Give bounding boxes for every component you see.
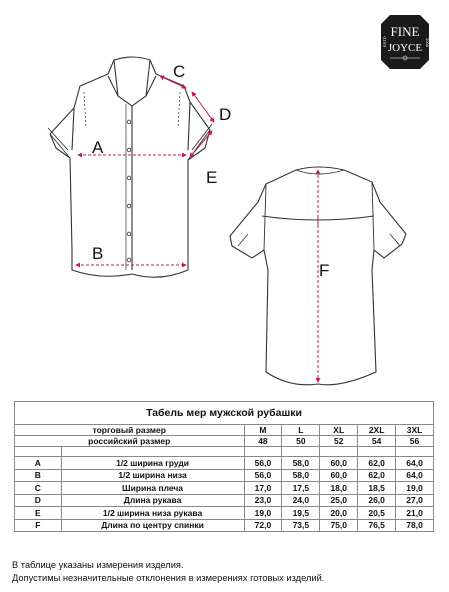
row-code: E: [15, 507, 62, 520]
row-code: C: [15, 482, 62, 495]
logo-line2: JOYCE: [387, 42, 423, 54]
cell: 64,0: [396, 457, 434, 470]
cell: 23,0: [244, 494, 282, 507]
cell: 60,0: [320, 457, 358, 470]
table-header-trade: [15, 425, 434, 436]
table-row: [15, 519, 434, 532]
cell: 64,0: [396, 469, 434, 482]
cell: 58,0: [282, 457, 320, 470]
measure-lines: [76, 76, 318, 382]
row-name: Длина по центру спинки: [61, 519, 244, 532]
logo-estd: ESTD: [382, 36, 387, 47]
cell: 62,0: [358, 457, 396, 470]
size-l: L: [282, 425, 320, 436]
label-f: F: [319, 261, 330, 280]
size-2xl: 2XL: [358, 425, 396, 436]
logo-year: 2008: [425, 38, 430, 47]
cell: 60,0: [320, 469, 358, 482]
cell: 76,5: [358, 519, 396, 532]
cell: 27,0: [396, 494, 434, 507]
cell: 56,0: [244, 469, 282, 482]
cell: 56,0: [244, 457, 282, 470]
label-a: A: [92, 138, 104, 157]
size-3xl: 3XL: [396, 425, 434, 436]
label-b: B: [92, 244, 104, 263]
cell: 58,0: [282, 469, 320, 482]
row-code: F: [15, 519, 62, 532]
table-row: [15, 457, 434, 470]
row-code: B: [15, 469, 62, 482]
label-d: D: [219, 105, 232, 124]
table-title-row: [15, 402, 434, 425]
measure-d-line: [192, 92, 214, 122]
table-row: [15, 507, 434, 520]
cell: 25,0: [320, 494, 358, 507]
cell: 75,0: [320, 519, 358, 532]
table-row: [15, 469, 434, 482]
label-e: E: [206, 168, 218, 187]
row-code: A: [15, 457, 62, 470]
table-row: [15, 482, 434, 495]
table-header-ru: [15, 436, 434, 447]
row-name: 1/2 ширина груди: [61, 457, 244, 470]
cell: 72,0: [244, 519, 282, 532]
ru-size: 56: [396, 436, 434, 447]
row-name: 1/2 ширина низа рукава: [61, 507, 244, 520]
cell: 19,5: [282, 507, 320, 520]
cell: 19,0: [244, 507, 282, 520]
row-name: Длина рукава: [61, 494, 244, 507]
cell: 18,0: [320, 482, 358, 495]
cell: 20,5: [358, 507, 396, 520]
table-spacer: [15, 447, 434, 457]
cell: 21,0: [396, 507, 434, 520]
cell: 18,5: [358, 482, 396, 495]
row-code: D: [15, 494, 62, 507]
cell: 26,0: [358, 494, 396, 507]
front-buttons: [127, 120, 131, 262]
ru-size: 54: [358, 436, 396, 447]
note-tolerance: Допустимы незначительные отклонения в измерениях готовых изделий.: [12, 573, 325, 583]
header-ru-label: российский размер: [15, 436, 245, 447]
cell: 62,0: [358, 469, 396, 482]
ru-size: 50: [282, 436, 320, 447]
cell: 17,5: [282, 482, 320, 495]
size-m: M: [244, 425, 282, 436]
ru-size: 48: [244, 436, 282, 447]
label-c: C: [173, 62, 186, 81]
row-name: Ширина плеча: [61, 482, 244, 495]
cell: 19,0: [396, 482, 434, 495]
ru-size: 52: [320, 436, 358, 447]
cell: 24,0: [282, 494, 320, 507]
note-measurements: В таблице указаны измерения изделия.: [12, 560, 184, 570]
logo-line1: FINE: [390, 24, 420, 39]
row-name: 1/2 ширина низа: [61, 469, 244, 482]
table-row: [15, 494, 434, 507]
cell: 17,0: [244, 482, 282, 495]
size-xl: XL: [320, 425, 358, 436]
size-table: [14, 401, 434, 532]
cell: 78,0: [396, 519, 434, 532]
cell: 73,5: [282, 519, 320, 532]
header-trade-label: торговый размер: [15, 425, 245, 436]
table-title: Табель мер мужской рубашки: [15, 402, 434, 425]
cell: 20,0: [320, 507, 358, 520]
measure-e-line: [190, 131, 212, 157]
front-shirt-outline: [48, 57, 212, 277]
